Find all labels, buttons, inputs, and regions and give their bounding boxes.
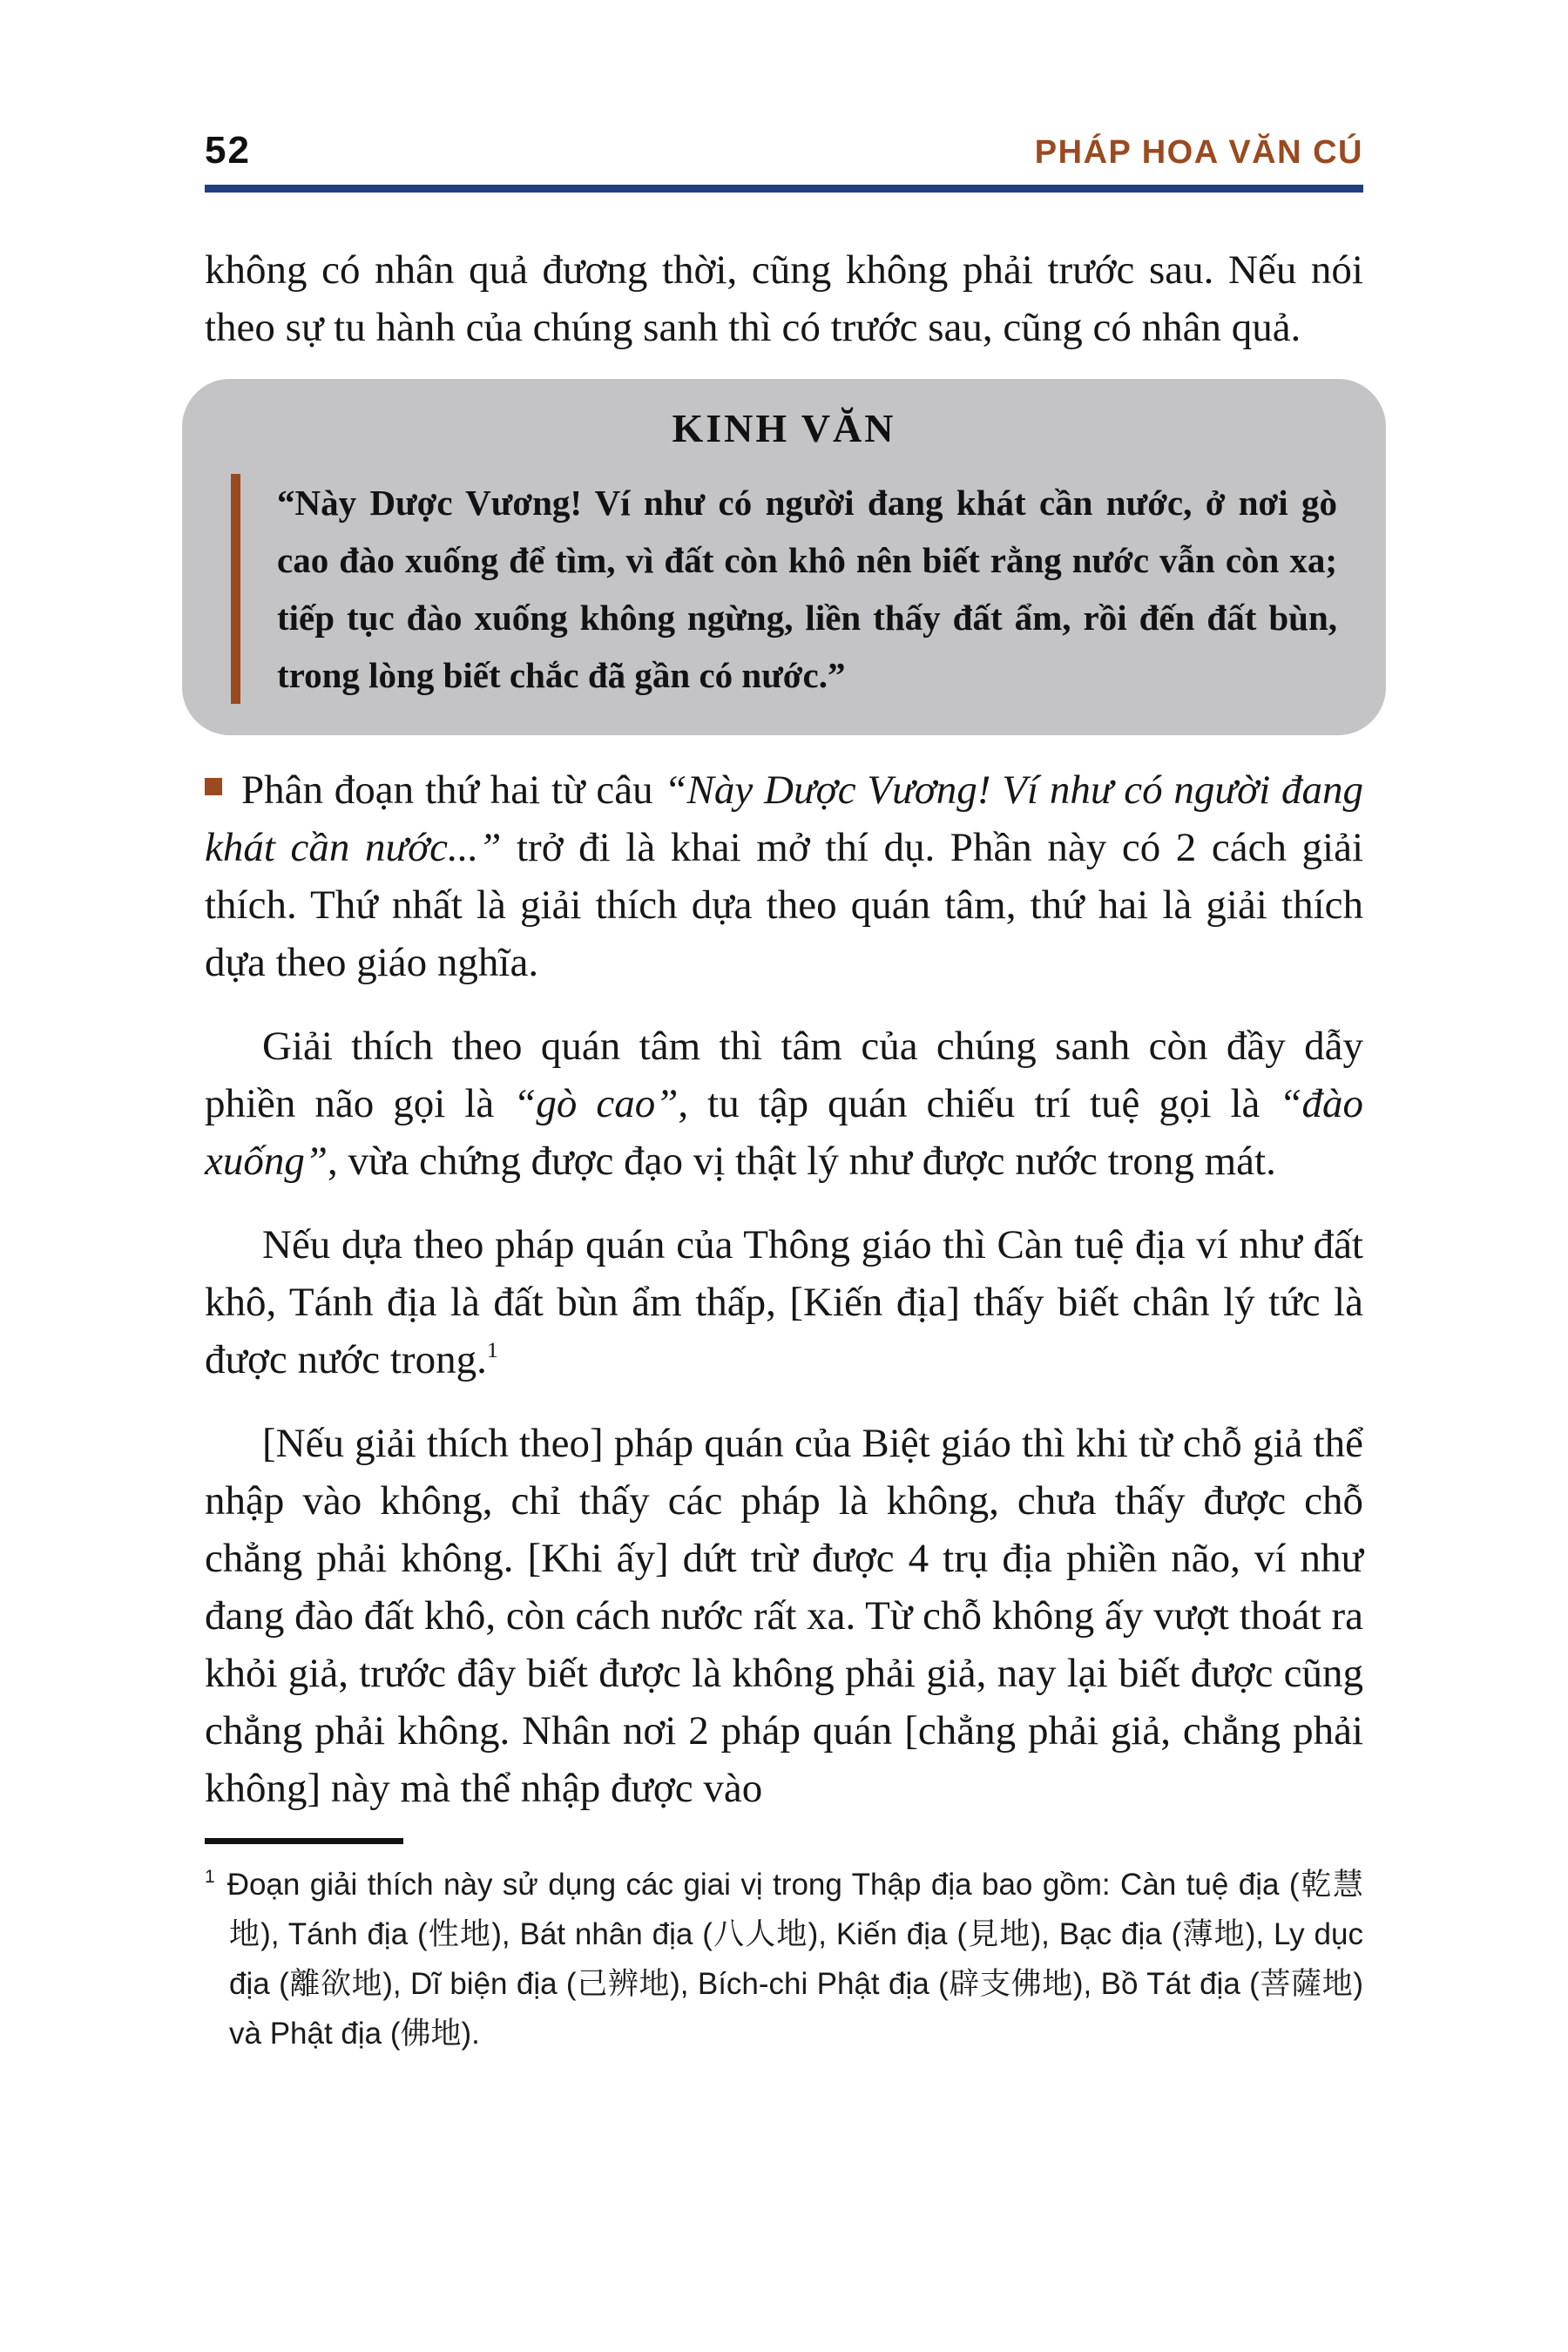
paragraph-thong-giao: Nếu dựa theo pháp quán của Thông giáo thì Càn tuệ địa ví như đất khô, Tánh địa là đất bùn ẩm thấp, [Kiến địa] thấy biết chân lý tức là được nước trong.$^1$	[205, 1222, 1363, 1382]
footnote-text: Đoạn giải thích này sử dụng các giai vị trong Thập địa bao gồm: Càn tuệ địa (乾慧地), Tánh địa (性地), Bát nhân địa (八人地), Kiến địa (見地), Bạc địa (薄地), Ly dục địa (離欲地), Dĩ biện địa (己辨地), Bích-chi Phật địa (辟支佛地), Bồ Tát địa (菩薩地) và Phật địa (佛地).	[226, 1868, 1363, 2051]
footnote-separator	[205, 1838, 403, 1844]
running-title: PHÁP HOA VĂN CÚ	[1034, 134, 1363, 171]
paragraph-bullet-text: Phân đoạn thứ hai từ câu “Này Dược Vương! Ví như có người đang khát cần nước...” trở đi là khai mở thí dụ. Phần này có 2 cách giải thích. Thứ nhất là giải thích dựa theo quán tâm, thứ hai là giải thích dựa theo giáo nghĩa.	[205, 767, 1363, 985]
sutra-quote: “Này Dược Vương! Ví như có người đang khát cần nước, ở nơi gò cao đào xuống để tìm, vì đất còn khô nên biết rằng nước vẫn còn xa; tiếp tục đào xuống không ngừng, liền thấy đất ẩm, rồi đến đất bùn, trong lòng biết chắc đã gần có nước.”	[231, 474, 1337, 704]
footnote-marker: 1	[205, 1867, 215, 1887]
kinh-van-heading: KINH VĂN	[672, 406, 896, 450]
page-number: 52	[205, 129, 251, 172]
paragraph-intro: không có nhân quả đương thời, cũng không phải trước sau. Nếu nói theo sự tu hành của chúng sanh thì có trước sau, cũng có nhân quả.	[205, 247, 1363, 350]
page-header	[205, 129, 1363, 174]
paragraph-biet-giao: [Nếu giải thích theo] pháp quán của Biệt giáo thì khi từ chỗ giả thể nhập vào không, chỉ thấy các pháp là không, chưa thấy được chỗ chẳng phải không. [Khi ấy] dứt trừ được 4 trụ địa phiền não, ví như đang đào đất khô, còn cách nước rất xa. Từ chỗ không ấy vượt thoát ra khỏi giả, trước đây biết được là không phải giả, nay lại biết được cũng chẳng phải không. Nhân nơi 2 pháp quán [chẳng phải giả, chẳng phải không] này mà thể nhập được vào	[205, 1421, 1363, 1811]
square-bullet-icon	[205, 778, 222, 795]
footnote	[205, 1860, 1363, 2058]
kinh-van-box	[182, 379, 1386, 735]
header-rule	[205, 185, 1363, 193]
paragraph-quan-tam: Giải thích theo quán tâm thì tâm của chúng sanh còn đầy dẫy phiền não gọi là “gò cao”, tu tập quán chiếu trí tuệ gọi là “đào xuống”, vừa chứng được đạo vị thật lý như được nước trong mát.	[205, 1024, 1364, 1184]
paragraph-bullet	[205, 761, 1363, 991]
